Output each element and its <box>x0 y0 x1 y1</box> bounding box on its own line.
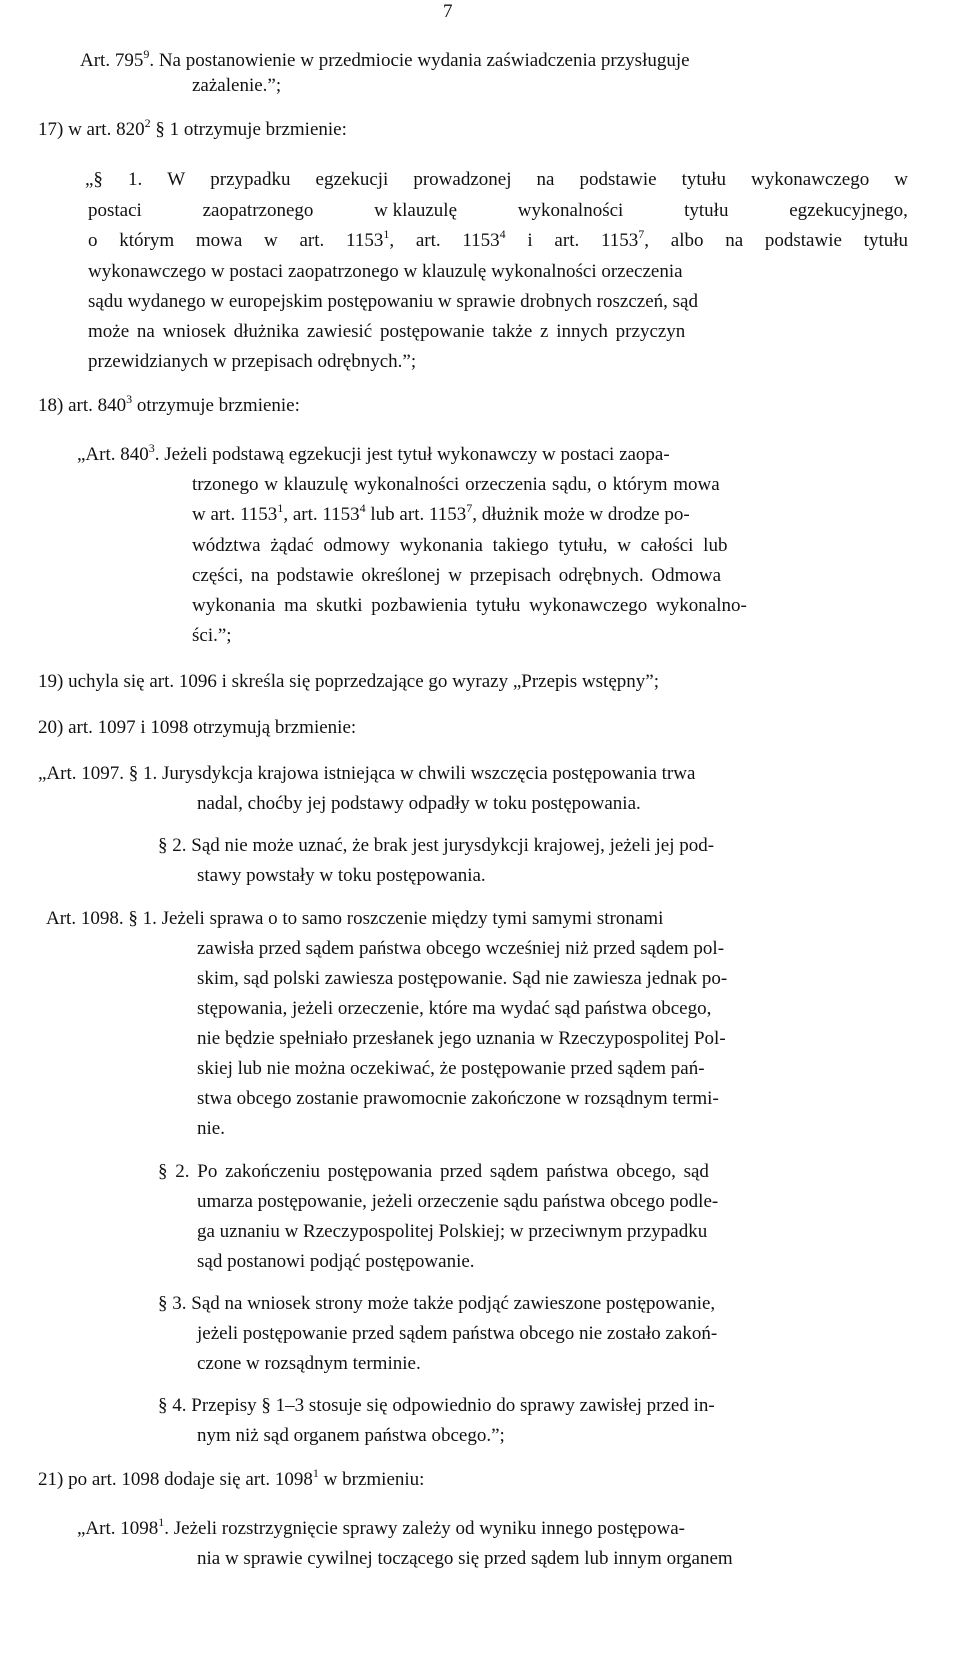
point-19: 19) uchyla się art. 1096 i skreśla się poprzedzające go wyrazy „Przepis wstępny”; <box>38 671 659 692</box>
word: na <box>536 169 555 190</box>
line-text: sądu wydanego w europejskim postępowaniu w sprawie drobnych roszczeń, sąd <box>88 291 698 312</box>
line-text: sąd postanowi podjąć postępowanie. <box>197 1251 475 1272</box>
line-text: nie. <box>197 1118 225 1139</box>
point-21 <box>38 1465 425 1490</box>
line-text: stępowania, jeżeli orzeczenie, które ma wydać sąd państwa obcego, <box>197 998 712 1019</box>
line-with-superscripts <box>192 500 690 525</box>
point-17 <box>38 115 347 140</box>
art-1098-1-line <box>77 1514 686 1539</box>
line-text: nym niż sąd organem państwa obcego.”; <box>197 1425 505 1446</box>
line-text: nia w sprawie cywilnej toczącego się przed sądem lub innym organem <box>197 1548 733 1569</box>
art-1097-line: „Art. 1097. § 1. Jurysdykcja krajowa istniejąca w chwili wszczęcia postępowania trwa <box>38 763 696 784</box>
superscript: 4 <box>359 500 366 515</box>
line-text: wykonania ma skutki pozbawienia tytułu wykonawczego wykonalno- <box>192 595 747 616</box>
line-text: może na wniosek dłużnika zawiesić postępowanie także z innych przyczyn <box>88 321 686 342</box>
word: „§ <box>85 169 103 190</box>
superscript: 9 <box>143 46 150 61</box>
text-run: . Jeżeli podstawą egzekucji jest tytuł wykonawczy w postaci zaopa- <box>154 444 670 465</box>
text-run: w brzmieniu: <box>318 1469 425 1490</box>
superscript: 1 <box>383 226 390 241</box>
word: tytułu <box>684 200 729 221</box>
superscript: 2 <box>144 115 151 130</box>
word: tytułu <box>681 169 726 190</box>
superscript: 3 <box>148 440 155 455</box>
line-text: ści.”; <box>192 625 232 646</box>
line-text: czone w rozsądnym terminie. <box>197 1353 421 1374</box>
word: 1. <box>127 169 143 190</box>
line-text: nadal, choćby jej podstawy odpadły w toku postępowania. <box>197 793 641 814</box>
text-run: „Art. 1098 <box>77 1518 159 1539</box>
superscript: 3 <box>126 391 133 406</box>
line-text: umarza postępowanie, jeżeli orzeczenie sądu państwa obcego podle- <box>197 1191 719 1212</box>
text-run: . Na postanowienie w przedmiocie wydania zaświadczenia przysługuje <box>149 50 690 71</box>
word: egzekucyjnego, <box>789 200 908 221</box>
point-20: 20) art. 1097 i 1098 otrzymują brzmienie: <box>38 717 357 738</box>
line-text: nie będzie spełniało przesłanek jego uznania w Rzeczypospolitej Pol- <box>197 1028 726 1049</box>
line-text: jeżeli postępowanie przed sądem państwa obcego nie zostało zakoń- <box>197 1323 718 1344</box>
art-840-line <box>77 440 670 465</box>
justified-line <box>85 170 908 189</box>
justified-line <box>88 201 908 220</box>
word: prowadzonej <box>413 169 512 190</box>
text-run: otrzymuje brzmienie: <box>132 395 300 416</box>
line-text: ga uznaniu w Rzeczypospolitej Polskiej; w przeciwnym przypadku <box>197 1221 708 1242</box>
line-text: zażalenie.”; <box>192 75 282 96</box>
line-text: stawy powstały w toku postępowania. <box>197 865 486 886</box>
word: W <box>167 169 186 190</box>
text-run: w art. 1153 <box>192 504 278 525</box>
line-text: § 4. Przepisy § 1–3 stosuje się odpowiednio do sprawy zawisłej przed in- <box>158 1395 715 1416</box>
superscript: 7 <box>638 226 645 241</box>
word: w klauzulę <box>374 200 457 221</box>
page-number: 7 <box>443 1 453 22</box>
line-text: zawisła przed sądem państwa obcego wcześniej niż przed sądem pol- <box>197 938 725 959</box>
word: podstawie <box>579 169 657 190</box>
word: postaci <box>88 200 142 221</box>
line-text: § 2. Po zakończeniu postępowania przed sądem państwa obcego, sąd <box>158 1161 709 1182</box>
word: wykonawczego <box>751 169 870 190</box>
line-text: § 3. Sąd na wniosek strony może także podjąć zawieszone postępowanie, <box>158 1293 716 1314</box>
word: przypadku <box>210 169 291 190</box>
line-text: wództwa żądać odmowy wykonania takiego tytułu, w całości lub <box>192 535 728 556</box>
superscript: 1 <box>312 1465 319 1480</box>
text-run: § 1 otrzymuje brzmienie: <box>150 119 347 140</box>
word: zaopatrzonego <box>202 200 314 221</box>
text-run: lub art. 1153 <box>365 504 467 525</box>
word: egzekucji <box>315 169 389 190</box>
text-run: , dłużnik może w drodze po- <box>472 504 690 525</box>
line-text: skiej lub nie można oczekiwać, że postępowanie przed sądem pań- <box>197 1058 705 1079</box>
point-18 <box>38 391 300 416</box>
line-text: § 2. Sąd nie może uznać, że brak jest jurysdykcji krajowej, jeżeli jej pod- <box>158 835 715 856</box>
line-text: stwa obcego zostanie prawomocnie zakończone w rozsądnym termi- <box>197 1088 719 1109</box>
superscript: 7 <box>466 500 473 515</box>
superscript: 1 <box>158 1514 165 1529</box>
art-1098-line: Art. 1098. § 1. Jeżeli sprawa o to samo roszczenie między tymi samymi stronami <box>46 908 664 929</box>
line-art-795 <box>80 46 908 71</box>
text-run: 17) w art. 820 <box>38 119 145 140</box>
text-run: 21) po art. 1098 dodaje się art. 1098 <box>38 1469 313 1490</box>
word: w <box>894 169 908 190</box>
line-text: wykonawczego w postaci zaopatrzonego w klauzulę wykonalności orzeczenia <box>88 261 683 282</box>
text-run: „Art. 840 <box>77 444 149 465</box>
text-run: 18) art. 840 <box>38 395 127 416</box>
line-text: trzonego w klauzulę wykonalności orzeczenia sądu, o którym mowa <box>192 474 720 495</box>
line-text: przewidzianych w przepisach odrębnych.”; <box>88 351 417 372</box>
text-run: . Jeżeli rozstrzygnięcie sprawy zależy od wyniku innego postępowa- <box>164 1518 686 1539</box>
word: wykonalności <box>517 200 624 221</box>
line-with-superscripts: o którym mowa w art. 1153$^1$, art. 1153$^4$ i art. 1153$^7$, albo na podstawie tytułu <box>88 226 909 251</box>
superscript: 4 <box>499 226 506 241</box>
text-run: , art. 1153 <box>283 504 360 525</box>
line-text: części, na podstawie określonej w przepisach odrębnych. Odmowa <box>192 565 722 586</box>
line-text: skim, sąd polski zawiesza postępowanie. Sąd nie zawiesza jednak po- <box>197 968 728 989</box>
superscript: 1 <box>277 500 284 515</box>
text-run: Art. 795 <box>80 50 144 71</box>
